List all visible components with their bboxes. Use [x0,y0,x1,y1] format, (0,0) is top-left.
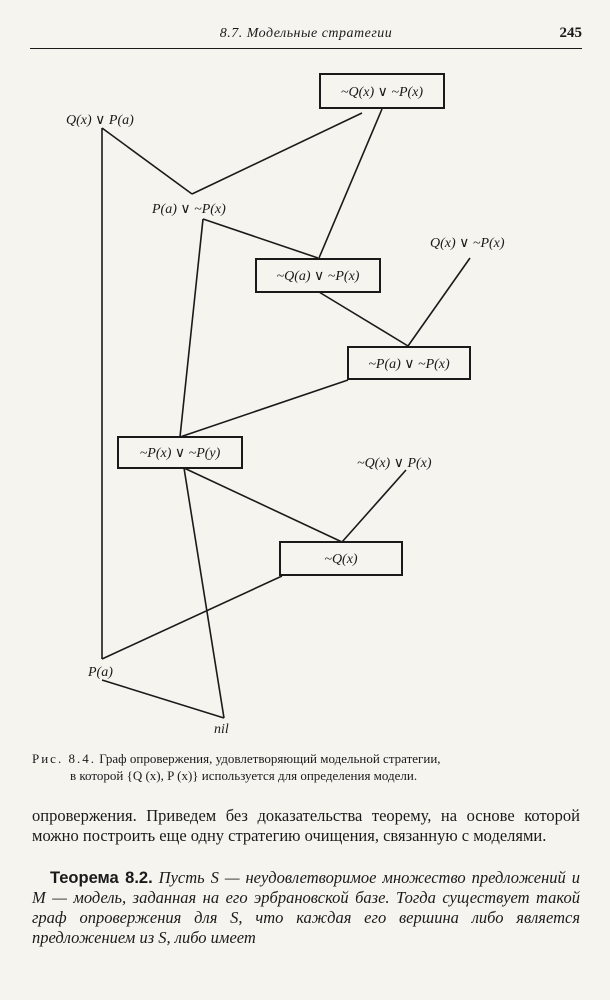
edge-n1-n5 [319,109,382,258]
graph-edges [102,109,470,718]
theorem-block [32,868,580,948]
theorem-text: Пусть S — неудовлетворимое множество предложений и M — модель, заданная на его эрбрановской базе. Тогда существует такой граф опровержения для S, что каждая его вершина либо является предложением из S, либо имеет [32,868,580,947]
edge-n3-n7 [180,219,203,437]
edge-n1-n3 [192,113,362,194]
edge-n2-n3 [102,128,192,194]
node-n7 [118,437,242,468]
node-n9-label: ~Q(x) [324,552,358,567]
graph-boxed-nodes [118,74,470,575]
edge-n8-n9 [342,470,406,542]
node-n11-label: nil [214,722,229,737]
body-paragraph [32,806,580,846]
node-n1-label: ~Q(x) ∨ ~P(x) [340,85,424,100]
theorem-title: Теорема 8.2. [50,869,153,887]
caption-label: Рис. 8.4. [32,751,96,766]
edge-n10-n11 [102,680,224,718]
edge-n3-n5 [203,219,318,258]
edge-n5-n6 [319,292,408,346]
edge-n4-n6 [408,258,470,346]
node-n5-label: ~Q(a) ∨ ~P(x) [276,269,360,284]
caption-line-1 [32,750,580,767]
edge-n7-n9 [184,468,342,542]
caption-text-1: Граф опровержения, удовлетворяющий модельной стратегии, [99,751,441,766]
node-n6 [348,347,470,379]
node-n5 [256,259,380,292]
caption-line-2: в которой {Q (x), P (x)} используется для определения модели. [70,768,418,783]
edge-n9-n10 [102,576,282,659]
node-n10-label: P(a) [88,665,113,680]
figure-caption [32,750,580,784]
edge-n7-n11 [184,468,224,718]
node-n9 [280,542,402,575]
node-n1 [320,74,444,108]
node-n7-label: ~P(x) ∨ ~P(y) [139,446,221,461]
graph-text-nodes [66,113,505,737]
node-n8-label: ~Q(x) ∨ P(x) [357,456,432,471]
node-n2-label: Q(x) ∨ P(a) [66,113,134,128]
node-n4-label: Q(x) ∨ ~P(x) [430,236,505,251]
node-n3-label: P(a) ∨ ~P(x) [152,202,226,217]
running-head: 8.7. Модельные стратегии [219,26,393,41]
paragraph-text: опровержения. Приведем без доказательства теорему, на основе которой можно построить еще одну стратегию очищения, связанную с моделями. [32,806,580,845]
node-n6-label: ~P(a) ∨ ~P(x) [368,357,450,372]
page-number: 245 [559,25,582,41]
edge-n6-n7 [180,380,348,437]
